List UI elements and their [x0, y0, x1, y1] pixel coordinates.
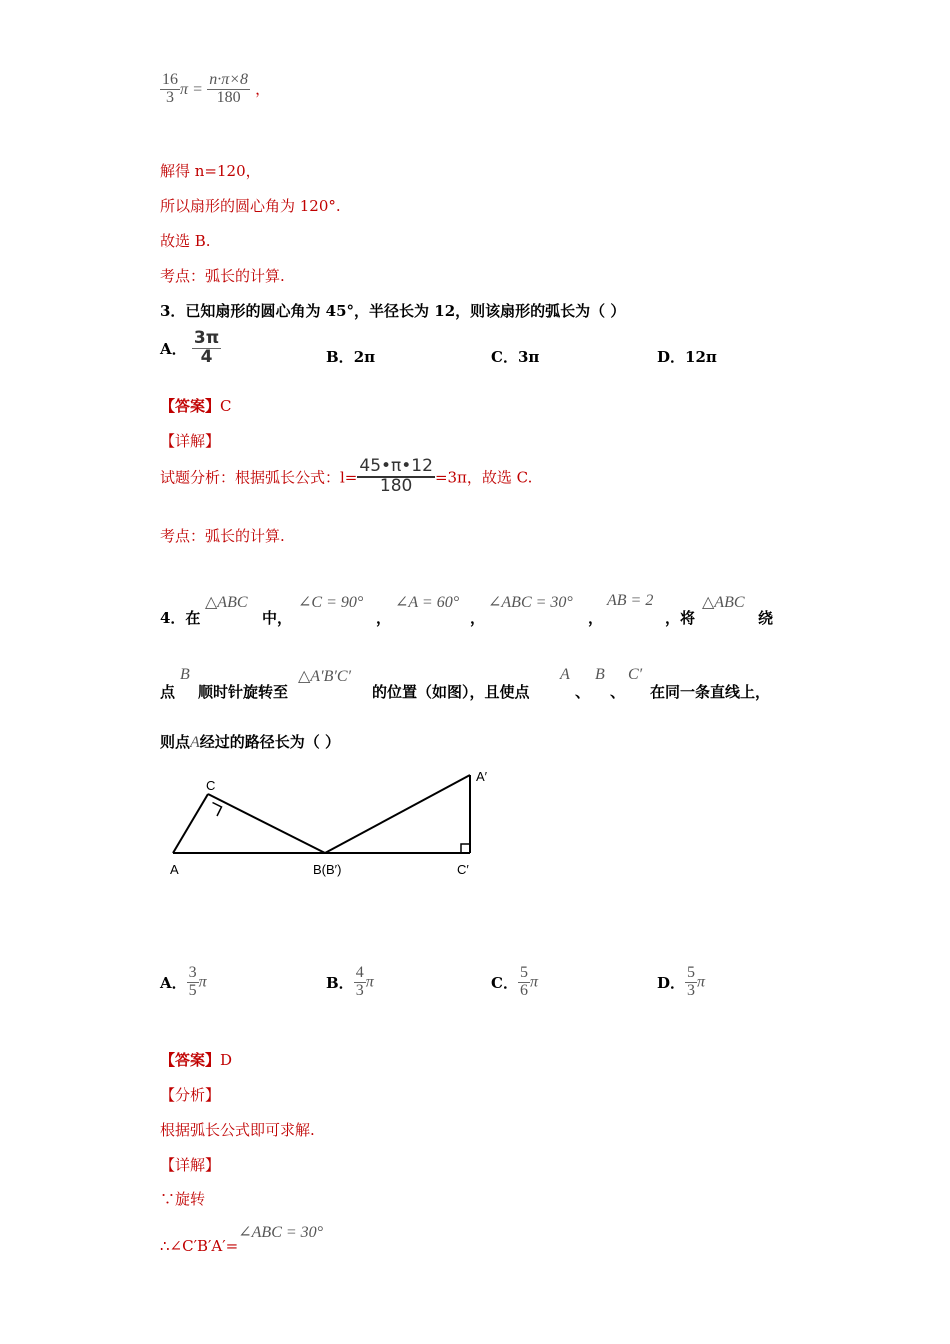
- q4-option-b: B． $\frac{4}{3}$ π: [326, 964, 374, 999]
- q4-option-d: D． $\frac{5}{3}$ π: [657, 964, 706, 999]
- q4-option-c: C． $\frac{5}{6}$ π: [491, 964, 538, 999]
- q3-option-a: A． $\frac{3\pi}{4}$: [160, 328, 220, 367]
- label-b: B(B′): [313, 862, 342, 877]
- segment-b-ap: [325, 775, 470, 853]
- q4-answer: 【答案】D: [160, 1051, 233, 1069]
- q4-l1-e: ∠A = 60°: [395, 594, 460, 611]
- q4-analysis-tag: 【分析】: [160, 1086, 221, 1104]
- q4-l1-k: △ABC: [702, 594, 745, 611]
- q4-l1-b: 中，: [262, 609, 293, 627]
- q4-l1-l: 绕: [758, 609, 774, 627]
- q4-l1-h: ，: [588, 609, 604, 627]
- q4-l1-c: ∠C = 90°: [298, 594, 364, 611]
- prev-line-3: 故选 B.: [160, 232, 211, 250]
- q4-l1-d: ，: [376, 609, 392, 627]
- q4-l3: 则点A经过的路径长为（ ）: [160, 733, 341, 751]
- q4-l2-d: △A′B′C′: [298, 668, 352, 685]
- q4-l2-b: B: [180, 666, 190, 683]
- prev-formula: $\frac{16}{3}$ π = $\frac{n\cdot\pi\times 8}{180}$ ，: [162, 71, 271, 106]
- q3-stem: 3．已知扇形的圆心角为 45°，半径长为 12，则该扇形的弧长为（ ）: [160, 302, 626, 320]
- q4-l1-f: ，: [470, 609, 486, 627]
- label-ap: A′: [476, 769, 488, 784]
- label-c: C: [206, 778, 216, 793]
- q4-therefore: ∴∠C′B′A′=∠ABC = 30°: [160, 1224, 324, 1255]
- q3-detail-tag: 【详解】: [160, 432, 221, 450]
- rotation-figure: [160, 765, 520, 885]
- q3-option-d: D．12π: [657, 348, 717, 366]
- q4-because: ∵旋转: [160, 1190, 206, 1208]
- segment-c-b: [208, 794, 325, 853]
- q3-kaodian: 考点：弧长的计算.: [160, 527, 285, 545]
- label-cp: C′: [457, 862, 469, 877]
- q4-l2-a: 点: [160, 683, 176, 701]
- q4-l2-i: 、: [610, 683, 626, 701]
- right-angle-mark-cp: [461, 844, 470, 853]
- prev-line-2: 所以扇形的圆心角为 120°.: [160, 197, 341, 215]
- prev-line-4: 考点：弧长的计算.: [160, 267, 285, 285]
- q4-l2-g: 、: [575, 683, 591, 701]
- q4-l2-j: C′: [628, 666, 643, 683]
- q4-l1-tri: △ABC: [205, 594, 248, 611]
- q3-option-c: C．3π: [491, 348, 540, 366]
- q4-analysis: 根据弧长公式即可求解.: [160, 1121, 315, 1139]
- q4-l2-e: 的位置（如图），且使点: [372, 683, 530, 701]
- q4-option-a: A． $\frac{3}{5}$ π: [160, 964, 207, 999]
- q4-l2-h: B: [595, 666, 605, 683]
- segment-a-c: [173, 794, 208, 853]
- q4-l1-j: ，将: [665, 609, 696, 627]
- q4-l1-g: ∠ABC = 30°: [488, 594, 573, 611]
- q4-l1-i: AB = 2: [607, 592, 654, 609]
- prev-line-1: 解得 n=120，: [160, 162, 261, 180]
- q4-detail-tag: 【详解】: [160, 1156, 221, 1174]
- right-angle-mark-c: [213, 803, 222, 817]
- q3-analysis: 试题分析：根据弧长公式：l= $\frac{45•\pi•12}{180}$ =3π，故选 C.: [160, 456, 533, 496]
- q4-l2-k: 在同一条直线上，: [650, 683, 771, 701]
- q3-option-b: B．2π: [326, 348, 376, 366]
- label-a: A: [170, 862, 179, 877]
- q3-answer: 【答案】C: [160, 397, 232, 415]
- q4-l2-c: 顺时针旋转至: [198, 683, 289, 701]
- q4-l2-f: A: [560, 666, 570, 683]
- q4-l1-a: 4．在: [160, 609, 201, 627]
